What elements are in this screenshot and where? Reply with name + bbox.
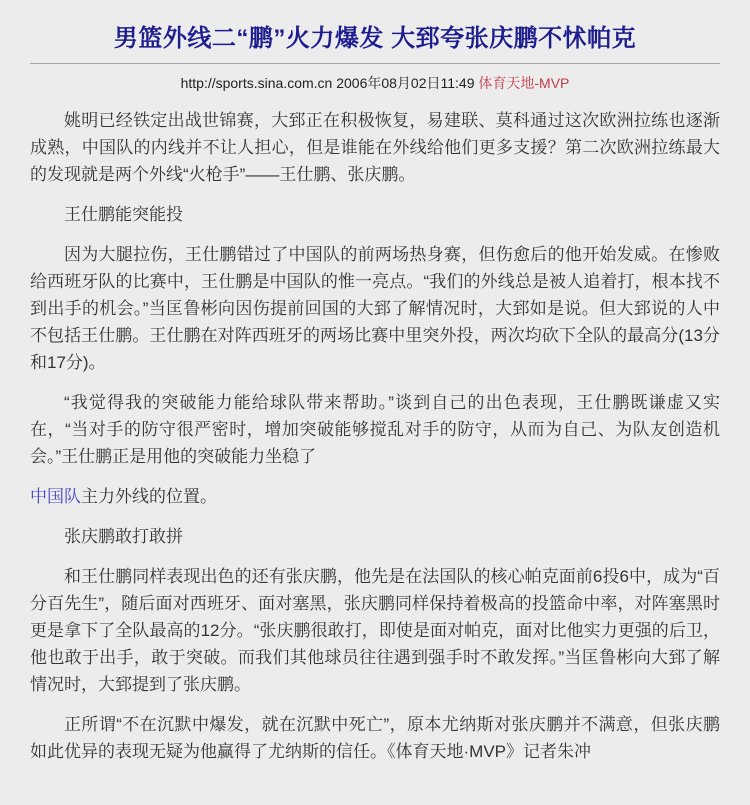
paragraph-china-team	[30, 483, 720, 510]
china-team-link[interactable]: 中国队	[30, 487, 81, 506]
section-heading-zhangqingpeng: 张庆鹏敢打敢拼	[64, 527, 183, 546]
paragraph-wangshipeng-1: 因为大腿拉伤，王仕鹏错过了中国队的前两场热身赛，但伤愈后的他开始发威。在惨败给西班牙队的比赛中，王仕鹏是中国队的惟一亮点。“我们的外线总是被人追着打，根本找不到出手的机会。”当匡鲁彬向因伤提前回国的大郅了解情况时，大郅如是说。但大郅说的人中不包括王仕鹏。王仕鹏在对阵西班牙的两场比赛中里突外投，两次均砍下全队的最高分(13分和17分)。	[30, 245, 720, 372]
paragraph-zhangqingpeng: 和王仕鹏同样表现出色的还有张庆鹏，他先是在法国队的核心帕克面前6投6中，成为“百分百先生”，随后面对西班牙、面对塞黑，张庆鹏同样保持着极高的投篮命中率，对阵塞黑时更是拿下了全队最高的12分。“张庆鹏很敢打，即使是面对帕克，面对比他实力更强的后卫，他也敢于出手，敢于突破。而我们其他球员往往遇到强手时不敢发挥。”当匡鲁彬向大郅了解情况时，大郅提到了张庆鹏。	[30, 567, 720, 694]
article-page	[0, 24, 750, 765]
section-heading-wangshipeng: 王仕鹏能突能投	[64, 205, 183, 224]
title-divider	[30, 63, 720, 64]
article-url-date: http://sports.sina.com.cn 2006年08月02日11:49	[180, 75, 475, 91]
paragraph-closing: 正所谓“不在沉默中爆发，就在沉默中死亡”，原本尤纳斯对张庆鹏并不满意，但张庆鹏如此优异的表现无疑为他赢得了尤纳斯的信任。《体育天地·MVP》记者朱冲	[30, 715, 720, 761]
paragraph-intro: 姚明已经铁定出战世锦赛，大郅正在积极恢复，易建联、莫科通过这次欧洲拉练也逐渐成熟，中国队的内线并不让人担心，但是谁能在外线给他们更多支援？第二次欧洲拉练最大的发现就是两个外线“火枪手”——王仕鹏、张庆鹏。	[30, 111, 720, 184]
paragraph-china-team-text: 主力外线的位置。	[81, 487, 217, 506]
source-line	[30, 73, 720, 93]
page-title: 男篮外线二“鹏”火力爆发 大郅夸张庆鹏不怵帕克	[113, 25, 637, 52]
article-body	[30, 107, 720, 765]
paragraph-wangshipeng-2: “我觉得我的突破能力能给球队带来帮助。”谈到自己的出色表现，王仕鹏既谦虚又实在，“当对手的防守很严密时，增加突破能够搅乱对手的防守，从而为自己、为队友创造机会。”王仕鹏正是用他的突破能力坐稳了	[30, 393, 720, 466]
source-name-link[interactable]: 体育天地-MVP	[478, 75, 570, 91]
